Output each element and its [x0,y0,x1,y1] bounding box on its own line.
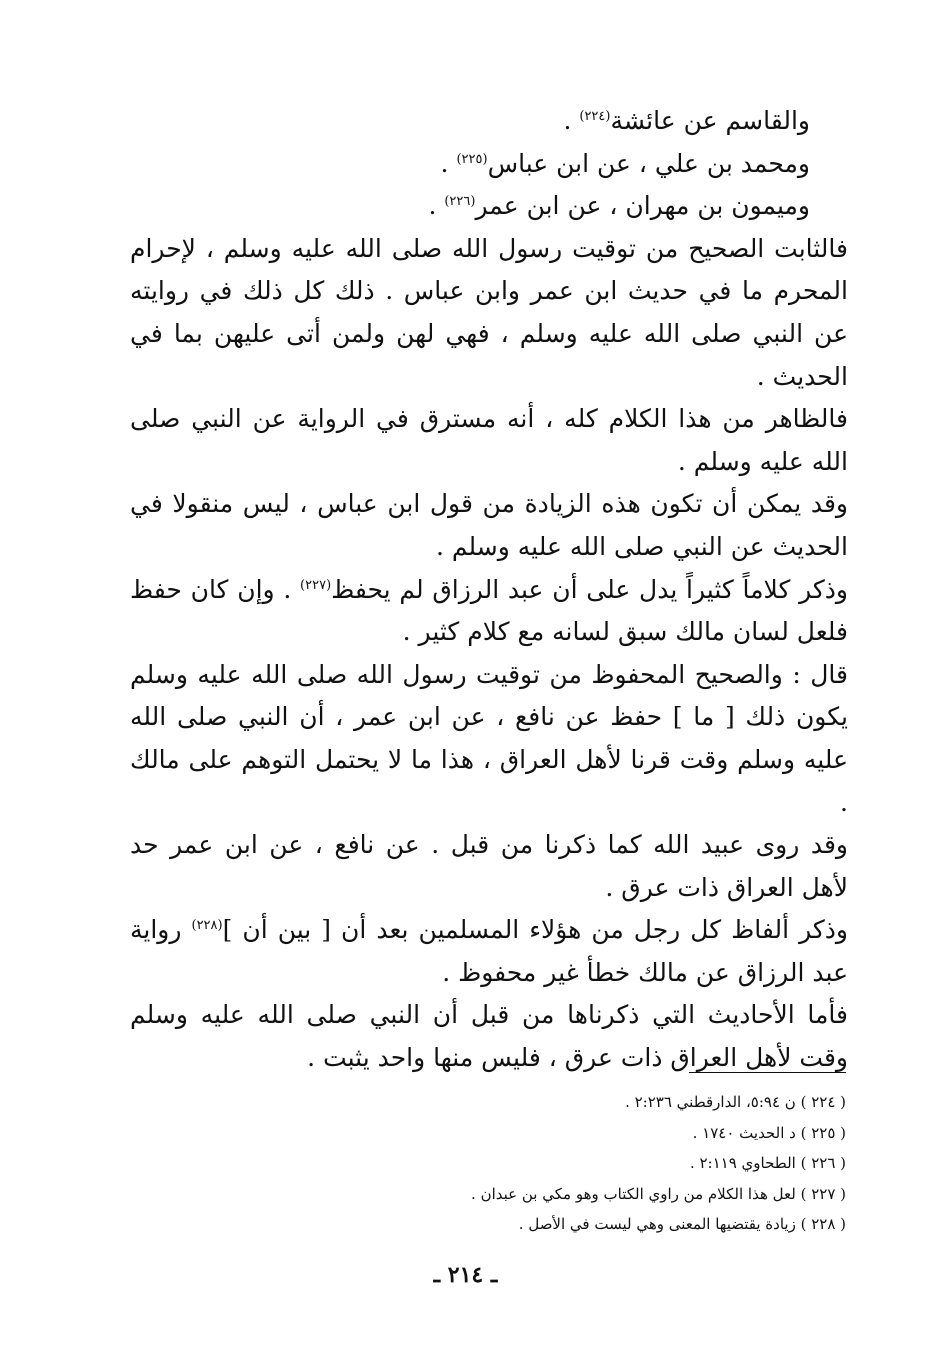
footnote-225: ( ٢٢٥ ) د الحديث ١٧٤٠ . [692,1123,846,1142]
paragraph-text: قال : والصحيح المحفوظ من توقيت رسول الله صلى الله عليه وسلم يكون ذلك [ ما ] حفظ عن نافع ، عن ابن عمر ، أن النبي صلى الله عليه وسلم وقت قرنا لأهل العراق ، هذا ما لا يحتمل التوهم على مالك . [130,659,848,817]
paragraph-end: . [440,148,457,178]
footnote-ref: (٢٢٨) [191,918,223,934]
footnote-ref: (٢٢٦) [444,194,476,210]
paragraph-abdulrazzaq [130,569,848,654]
paragraph-narrator-2 [130,143,848,186]
footnote-ref: (٢٢٥) [456,151,488,167]
paragraph-hadiths [130,994,848,1079]
paragraph-text: والقاسم عن عائشة [610,106,810,135]
paragraph-text: وميمون بن مهران ، عن ابن عمر [475,191,810,221]
footnote-228: ( ٢٢٨ ) زيادة يقتضيها المعنى وهي ليست في الأصل . [518,1215,846,1233]
paragraph-text: وذكر كلاماً كثيراً يدل على أن عبد الرزاق لم يحفظ [331,574,848,604]
paragraph-possible [130,483,848,568]
paragraph-text: فأما الأحاديث التي ذكرناها من قبل أن النبي صلى الله عليه وسلم وقت لأهل العراق ذات عرق ، فليس منها واحد يثبت . [130,1000,848,1073]
paragraph-end: . [563,106,580,135]
paragraph-text: وقد روى عبيد الله كما ذكرنا من قبل . عن نافع ، عن ابن عمر حد لأهل العراق ذات عرق . [130,830,848,902]
paragraph-established [130,228,848,398]
footnote-ref: (٢٢٧) [300,577,332,593]
paragraph-correct [130,654,848,824]
paragraph-end: . وإن كان حفظ فلعل لسان مالك سبق لسانه مع كلام كثير . [130,574,848,647]
paragraph-narrator-3 [130,185,848,228]
footnotes [130,1087,846,1240]
paragraph-text: وذكر ألفاظ كل رجل من هؤلاء المسلمين بعد أن [ بين أن ] [222,915,848,945]
paragraph-text: ومحمد بن علي ، عن ابن عباس [487,148,810,178]
paragraph-ubaydullah [130,824,848,909]
footnote-divider [689,1072,846,1073]
paragraph-text: وقد يمكن أن تكون هذه الزيادة من قول ابن عباس ، ليس منقولا في الحديث عن النبي صلى الله عليه وسلم . [130,489,848,561]
page-number: ـ ٢١٤ ـ [433,1262,498,1288]
paragraph-wordings [130,909,848,994]
paragraph-end: . [428,191,445,221]
footnote-ref: (٢٢٤) [579,109,611,124]
main-text [130,100,848,1080]
footnote-227: ( ٢٢٧ ) لعل هذا الكلام من راوي الكتاب وهو مكي بن عبدان . [471,1184,846,1203]
paragraph-apparent [130,398,848,483]
footnote-224: ( ٢٢٤ ) ن ٥:٩٤، الدارقطني ٢:٢٣٦ . [625,1093,846,1111]
footnote-226: ( ٢٢٦ ) الطحاوي ٢:١١٩ . [689,1154,846,1172]
paragraph-text: فالثابت الصحيح من توقيت رسول الله صلى الله عليه وسلم ، لإحرام المحرم ما في حديث ابن عمر وابن عباس . ذلك كل ذلك في روايته عن النبي صلى الله عليه وسلم ، فهي لهن ولمن أتى عليهن بما في الحديث . [130,233,848,391]
paragraph-end: رواية عبد الرزاق عن مالك خطأ غير محفوظ . [130,915,848,987]
paragraph-text: فالظاهر من هذا الكلام كله ، أنه مسترق في الرواية عن النبي صلى الله عليه وسلم . [130,404,848,476]
paragraph-narrator-1 [130,100,848,143]
